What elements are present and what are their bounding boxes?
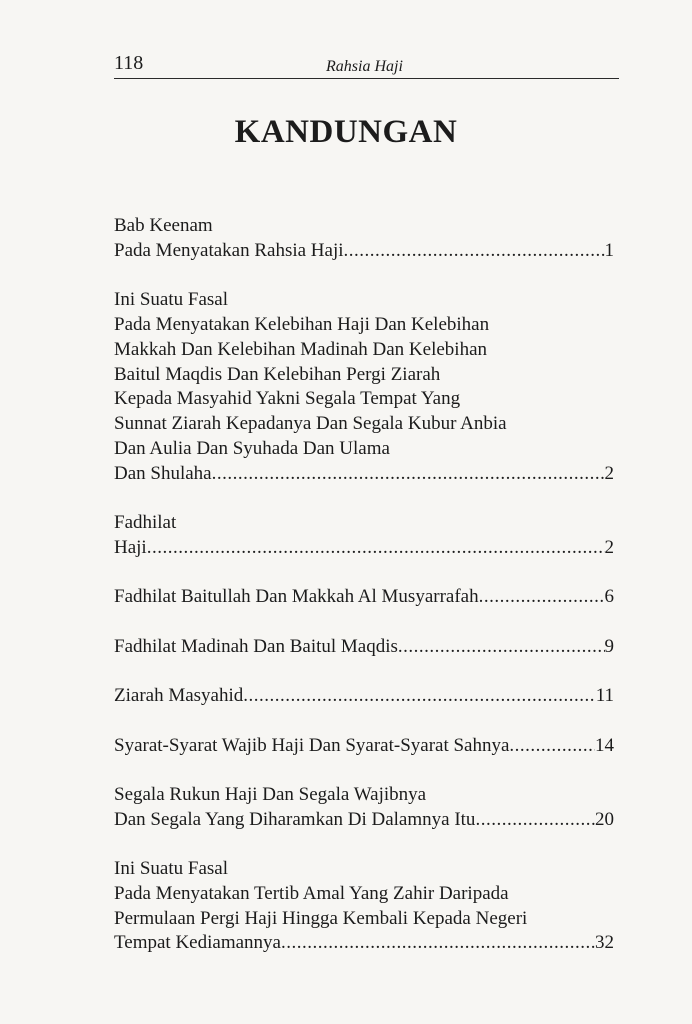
toc-page-number: 6	[604, 586, 614, 608]
toc-entry-line: Permulaan Pergi Haji Hingga Kembali Kepada Negeri	[114, 907, 528, 929]
toc-page-number: 32	[595, 932, 614, 954]
toc-entry-line: Bab Keenam	[114, 215, 213, 236]
chapter-title: KANDUNGAN	[234, 114, 458, 150]
toc-page-number: 1	[604, 239, 614, 261]
toc-entry-text: Haji	[114, 536, 147, 558]
table-of-contents	[114, 214, 614, 956]
toc-entry-final-line	[114, 536, 614, 561]
toc-spacer	[114, 610, 614, 635]
toc-entry-text: Fadhilat Madinah Dan Baitul Maqdis	[114, 635, 398, 657]
toc-entry-text: Fadhilat Baitullah Dan Makkah Al Musyarrafah	[114, 586, 479, 608]
toc-entry-line: Ini Suatu Fasal	[114, 858, 228, 880]
dot-leader	[243, 684, 595, 709]
toc-entry-text: Dan Shulaha	[114, 462, 212, 484]
toc-entry-line: Baitul Maqdis Dan Kelebihan Pergi Ziarah	[114, 363, 441, 385]
toc-entry-final-line	[114, 585, 614, 610]
toc-entry-line: Segala Rukun Haji Dan Segala Wajibnya	[114, 783, 427, 805]
dot-leader	[147, 536, 605, 561]
toc-entry-text: Tempat Kediamannya	[114, 932, 281, 954]
toc-entry-final-line	[114, 635, 614, 660]
toc-entry	[114, 684, 614, 709]
dot-leader	[479, 585, 605, 610]
toc-spacer	[114, 758, 614, 783]
toc-page-number: 2	[604, 462, 614, 484]
toc-entry-text: Dan Segala Yang Diharamkan Di Dalamnya Itu	[114, 808, 476, 830]
toc-entry-final-line	[114, 684, 614, 709]
dot-leader	[475, 808, 595, 833]
dot-leader	[398, 635, 605, 660]
toc-entry	[114, 857, 614, 956]
toc-spacer	[114, 709, 614, 734]
toc-entry-line: Pada Menyatakan Kelebihan Haji Dan Kelebihan	[114, 313, 490, 335]
toc-entry-final-line	[114, 239, 614, 264]
toc-spacer	[114, 833, 614, 858]
toc-spacer	[114, 561, 614, 586]
toc-entry	[114, 585, 614, 610]
toc-entry-line: Kepada Masyahid Yakni Segala Tempat Yang	[114, 388, 461, 410]
toc-spacer	[114, 264, 614, 289]
toc-entry-text: Ziarah Masyahid	[114, 685, 244, 707]
toc-entry	[114, 783, 614, 833]
toc-entry-line: Makkah Dan Kelebihan Madinah Dan Kelebihan	[114, 338, 488, 360]
dot-leader	[344, 239, 605, 264]
toc-entry-line: Pada Menyatakan Tertib Amal Yang Zahir Daripada	[114, 882, 509, 904]
dot-leader	[509, 734, 595, 759]
toc-entry-line: Ini Suatu Fasal	[114, 289, 228, 311]
page-number: 118	[114, 52, 144, 74]
toc-page-number: 2	[604, 536, 614, 558]
toc-page-number: 11	[595, 685, 614, 707]
toc-entry-line: Sunnat Ziarah Kepadanya Dan Segala Kubur Anbia	[114, 413, 507, 435]
toc-page-number: 9	[604, 635, 614, 657]
toc-entry-text: Pada Menyatakan Rahsia Haji	[114, 239, 344, 261]
toc-entry	[114, 635, 614, 660]
book-title: Rahsia Haji	[326, 58, 403, 75]
toc-page-number: 20	[595, 808, 614, 830]
toc-page-number: 14	[595, 734, 614, 756]
toc-entry-final-line	[114, 808, 614, 833]
toc-spacer	[114, 487, 614, 512]
running-header	[114, 52, 619, 79]
toc-spacer	[114, 660, 614, 685]
dot-leader	[212, 462, 605, 487]
toc-entry	[114, 511, 614, 561]
toc-entry-text: Syarat-Syarat Wajib Haji Dan Syarat-Syarat Sahnya	[114, 734, 510, 756]
toc-entry-final-line	[114, 462, 614, 487]
dot-leader	[281, 931, 595, 956]
toc-entry-final-line	[114, 931, 614, 956]
toc-entry-line: Dan Aulia Dan Syuhada Dan Ulama	[114, 437, 390, 459]
toc-entry-final-line	[114, 734, 614, 759]
toc-entry	[114, 734, 614, 759]
toc-entry-line: Fadhilat	[114, 512, 177, 534]
toc-entry	[114, 214, 614, 264]
toc-entry	[114, 288, 614, 486]
